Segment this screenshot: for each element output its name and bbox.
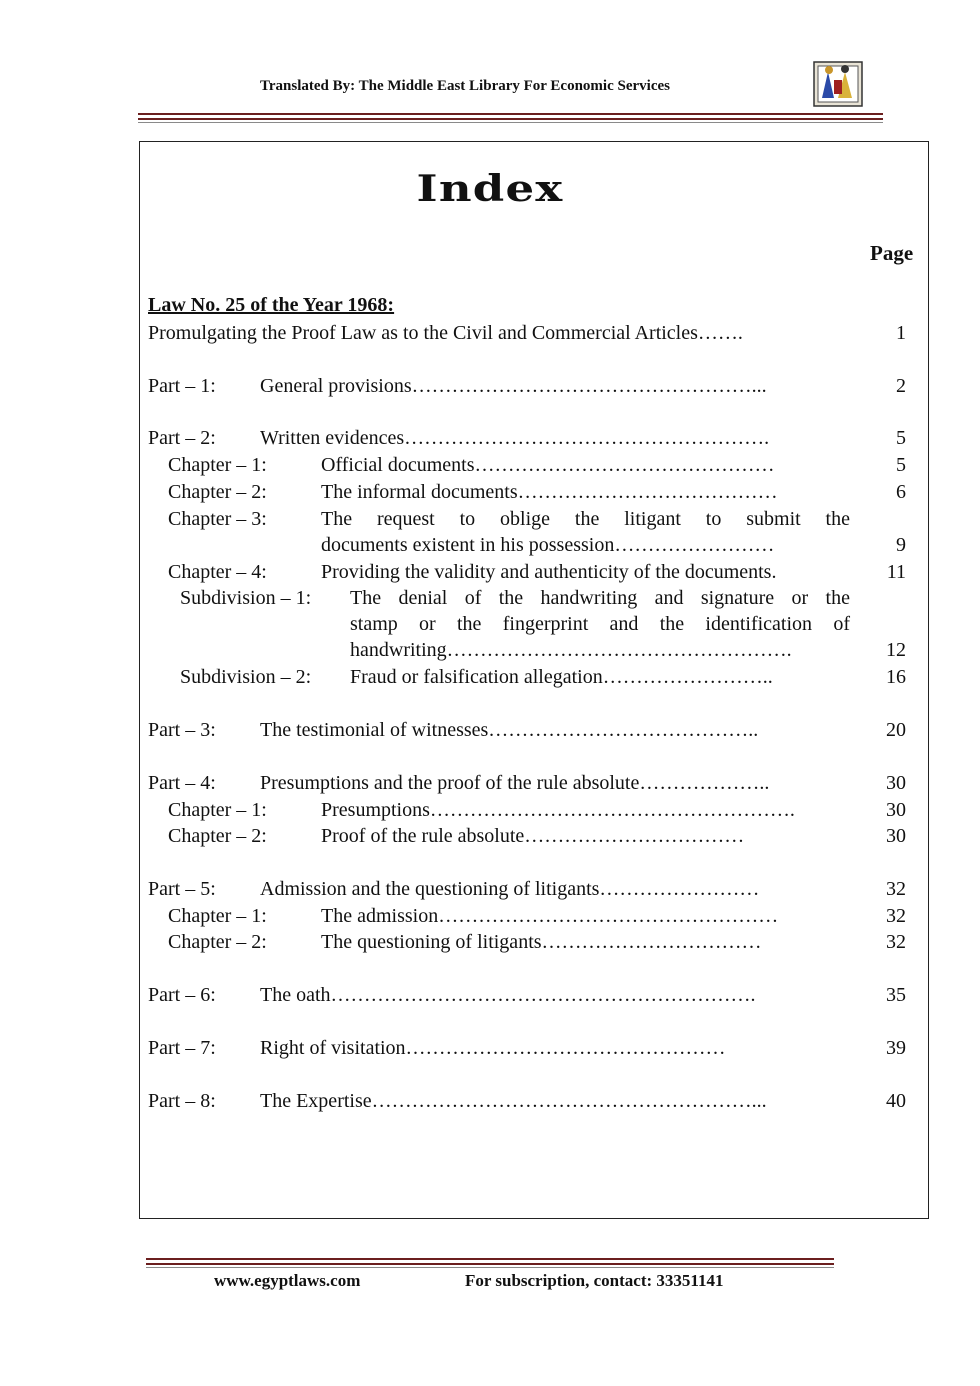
page-number: 30 xyxy=(886,772,906,794)
entry-title: handwriting……………………………………………. xyxy=(350,639,792,661)
entry-title: The informal documents………………………………… xyxy=(321,481,778,503)
entry-title: Presumptions………………………………………………. xyxy=(321,799,795,821)
entry-title: The denial of the handwriting and signature or the xyxy=(350,587,850,609)
page-number: 1 xyxy=(896,322,906,344)
footer-rule xyxy=(146,1258,834,1260)
page-number: 2 xyxy=(896,375,906,397)
page-number: 40 xyxy=(886,1090,906,1112)
header-rule xyxy=(138,122,883,123)
entry-title: The testimonial of witnesses………………………………….. xyxy=(260,719,759,741)
entry-label: Part – 2: xyxy=(148,427,216,449)
page-number: 5 xyxy=(896,454,906,476)
page-number: 6 xyxy=(896,481,906,503)
entry-label: Chapter – 1: xyxy=(168,454,267,476)
page-column-label: Page xyxy=(870,241,914,265)
entry-title: Fraud or falsification allegation…………………….. xyxy=(350,666,773,688)
entry-label: Chapter – 3: xyxy=(168,508,267,530)
entry-label: Part – 5: xyxy=(148,878,216,900)
entry-label: Part – 4: xyxy=(148,772,216,794)
entry-label: Chapter – 2: xyxy=(168,825,267,847)
page-number: 12 xyxy=(886,639,906,661)
footer-rule xyxy=(146,1267,834,1268)
entry-label: Chapter – 2: xyxy=(168,481,267,503)
entry-label: Part – 3: xyxy=(148,719,216,741)
entry-label: Subdivision – 1: xyxy=(180,587,312,609)
page-number: 30 xyxy=(886,825,906,847)
entry-title: Admission and the questioning of litigants…………………… xyxy=(260,878,760,900)
entry-title: The admission…………………………………………… xyxy=(321,905,779,927)
page-title: Index xyxy=(416,168,564,210)
page-number: 39 xyxy=(886,1037,906,1059)
entry-label: Subdivision – 2: xyxy=(180,666,312,688)
entry-title: The Expertise…………………………………………………... xyxy=(260,1090,767,1112)
entry-title: The request to oblige the litigant to submit the xyxy=(321,508,850,530)
entry-label: Chapter – 4: xyxy=(168,561,267,583)
footer-subscription: For subscription, contact: 33351141 xyxy=(465,1271,724,1290)
header-rule xyxy=(138,118,883,120)
library-book-figure-logo xyxy=(812,58,864,110)
entry-title: Proof of the rule absolute…………………………… xyxy=(321,825,745,847)
page-number: 35 xyxy=(886,984,906,1006)
page-number: 5 xyxy=(896,427,906,449)
entry-title: stamp or the fingerprint and the identification of xyxy=(350,613,850,635)
entry-label: Chapter – 1: xyxy=(168,799,267,821)
page-number: 11 xyxy=(886,561,906,583)
entry-title: The questioning of litigants…………………………… xyxy=(321,931,762,953)
entry-label: Part – 7: xyxy=(148,1037,216,1059)
entry-title: Providing the validity and authenticity of the documents. xyxy=(321,561,777,583)
page-number: 32 xyxy=(886,878,906,900)
entry-label: Chapter – 1: xyxy=(168,905,267,927)
entry-label: Part – 6: xyxy=(148,984,216,1006)
entry-title: General provisions……………………………………………... xyxy=(260,375,767,397)
entry-title: Presumptions and the proof of the rule absolute……………….. xyxy=(260,772,770,794)
entry-title: documents existent in his possession…………………… xyxy=(321,534,775,556)
header-title: Translated By: The Middle East Library For Economic Services xyxy=(260,78,670,94)
entry-title: The oath………………………………………………………. xyxy=(260,984,756,1006)
entry-title: Official documents……………………………………… xyxy=(321,454,775,476)
page-number: 32 xyxy=(886,905,906,927)
law-heading: Law No. 25 of the Year 1968: xyxy=(148,294,395,316)
page-number: 30 xyxy=(886,799,906,821)
entry-label: Part – 1: xyxy=(148,375,216,397)
entry-label: Chapter – 2: xyxy=(168,931,267,953)
page-number: 16 xyxy=(886,666,906,688)
footer-rule xyxy=(146,1263,834,1265)
page-number: 32 xyxy=(886,931,906,953)
header-rule xyxy=(138,113,883,115)
entry-title: Written evidences………………………………………………. xyxy=(260,427,770,449)
page-number: 9 xyxy=(896,534,906,556)
law-subtitle: Promulgating the Proof Law as to the Civil and Commercial Articles……. xyxy=(148,322,743,344)
page-number: 20 xyxy=(886,719,906,741)
entry-label: Part – 8: xyxy=(148,1090,216,1112)
entry-title: Right of visitation………………………………………… xyxy=(260,1037,726,1059)
footer-website: www.egyptlaws.com xyxy=(214,1271,361,1290)
